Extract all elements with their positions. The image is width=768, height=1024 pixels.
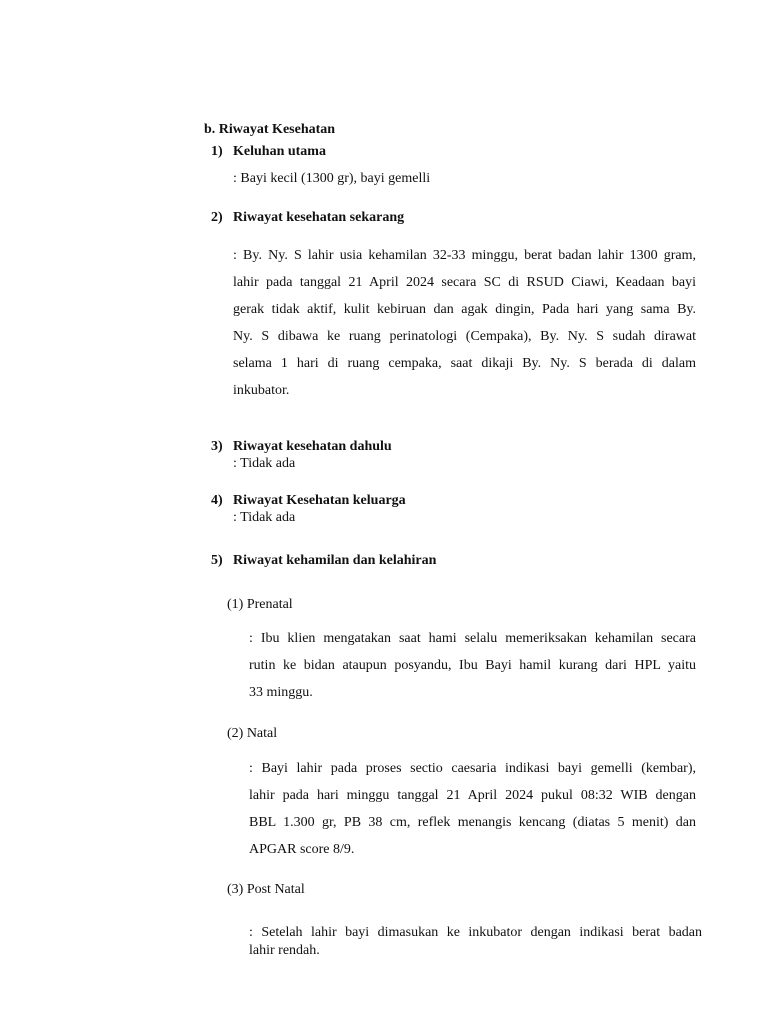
text-line: : Bayi lahir pada proses sectio caesaria indikasi bayi gemelli (kembar), [249, 761, 696, 776]
item-title-kesehatan-dahulu: Riwayat kesehatan dahulu [233, 439, 392, 454]
item-number: 3) [211, 439, 223, 454]
item-text-kesehatan-keluarga: : Tidak ada [233, 510, 296, 525]
text-line: lahir pada hari minggu tanggal 21 April 2024 pukul 08:32 WIB dengan [249, 788, 696, 803]
item-title-kehamilan-kelahiran: Riwayat kehamilan dan kelahiran [233, 553, 437, 568]
text-line: 33 minggu. [249, 685, 313, 700]
text-line: Ny. S dibawa ke ruang perinatologi (Cempaka), By. Ny. S sudah dirawat [233, 329, 696, 344]
subitem-label-prenatal: (1) Prenatal [227, 597, 293, 612]
text-line: APGAR score 8/9. [249, 842, 355, 857]
text-line: selama 1 hari di ruang cempaka, saat dikaji By. Ny. S berada di dalam [233, 356, 696, 371]
text-line: : Setelah lahir bayi dimasukan ke inkubator dengan indikasi berat badan [249, 925, 702, 940]
paragraph-post-natal [249, 925, 702, 970]
paragraph-kesehatan-sekarang [233, 248, 696, 410]
item-number: 4) [211, 493, 223, 508]
item-title-kesehatan-sekarang: Riwayat kesehatan sekarang [233, 210, 405, 225]
item-title-keluhan-utama: Keluhan utama [233, 144, 326, 159]
paragraph-natal [249, 761, 696, 869]
item-number: 1) [211, 144, 223, 159]
item-title-kesehatan-keluarga: Riwayat Kesehatan keluarga [233, 493, 406, 508]
item-number: 2) [211, 210, 223, 225]
paragraph-prenatal [249, 631, 696, 712]
subitem-label-post-natal: (3) Post Natal [227, 882, 305, 897]
text-line: inkubator. [233, 383, 290, 398]
text-line: lahir rendah. [249, 943, 320, 958]
item-number: 5) [211, 553, 223, 568]
section-title: b. Riwayat Kesehatan [204, 122, 336, 137]
text-line: : By. Ny. S lahir usia kehamilan 32-33 minggu, berat badan lahir 1300 gram, [233, 248, 696, 263]
text-line: : Ibu klien mengatakan saat hami selalu memeriksakan kehamilan secara [249, 631, 696, 646]
item-text-keluhan-utama: : Bayi kecil (1300 gr), bayi gemelli [233, 171, 431, 186]
subitem-label-natal: (2) Natal [227, 726, 278, 741]
item-text-kesehatan-dahulu: : Tidak ada [233, 456, 296, 471]
text-line: rutin ke bidan ataupun posyandu, Ibu Bayi hamil kurang dari HPL yaitu [249, 658, 696, 673]
text-line: lahir pada tanggal 21 April 2024 secara SC di RSUD Ciawi, Keadaan bayi [233, 275, 696, 290]
text-line: gerak tidak aktif, kulit kebiruan dan agak dingin, Pada hari yang sama By. [233, 302, 696, 317]
text-line: BBL 1.300 gr, PB 38 cm, reflek menangis kencang (diatas 5 menit) dan [249, 815, 696, 830]
